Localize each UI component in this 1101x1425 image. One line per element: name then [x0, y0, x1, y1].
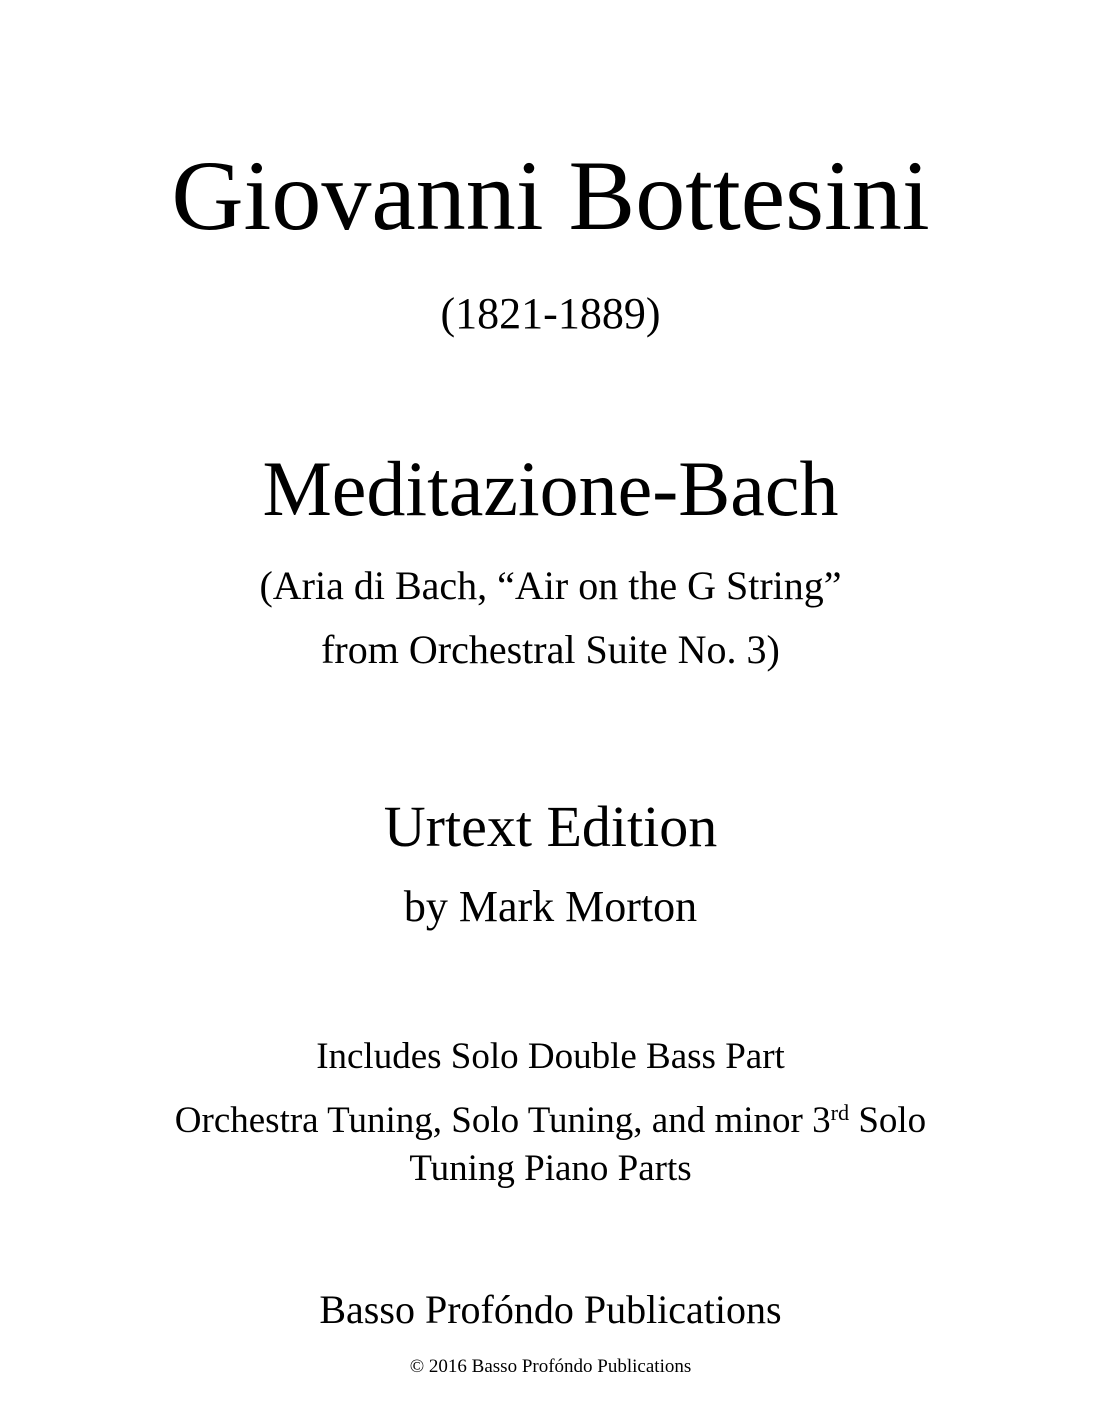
contents-line2-end: Solo: [849, 1100, 927, 1141]
composer-dates: (1821-1889): [440, 289, 661, 338]
contents-line3: Tuning Piano Parts: [409, 1148, 692, 1189]
work-subtitle-line1: (Aria di Bach, “Air on the G String”: [259, 563, 842, 608]
edition-name: Urtext Edition: [383, 794, 718, 859]
contents-line1: Includes Solo Double Bass Part: [316, 1036, 785, 1077]
contents-line2-ordinal: rd: [830, 1099, 850, 1125]
work-title: Meditazione-Bach: [262, 445, 839, 532]
copyright-notice: © 2016 Basso Profóndo Publications: [409, 1356, 692, 1377]
work-subtitle-line2: from Orchestral Suite No. 3): [321, 627, 780, 672]
composer-name: Giovanni Bottesini: [171, 140, 930, 251]
publisher-name: Basso Profóndo Publications: [319, 1287, 782, 1332]
contents-line2-text: Orchestra Tuning, Solo Tuning, and minor 3: [174, 1100, 831, 1141]
edition-editor: by Mark Morton: [403, 882, 698, 931]
contents-line2: [0, 1099, 1101, 1141]
